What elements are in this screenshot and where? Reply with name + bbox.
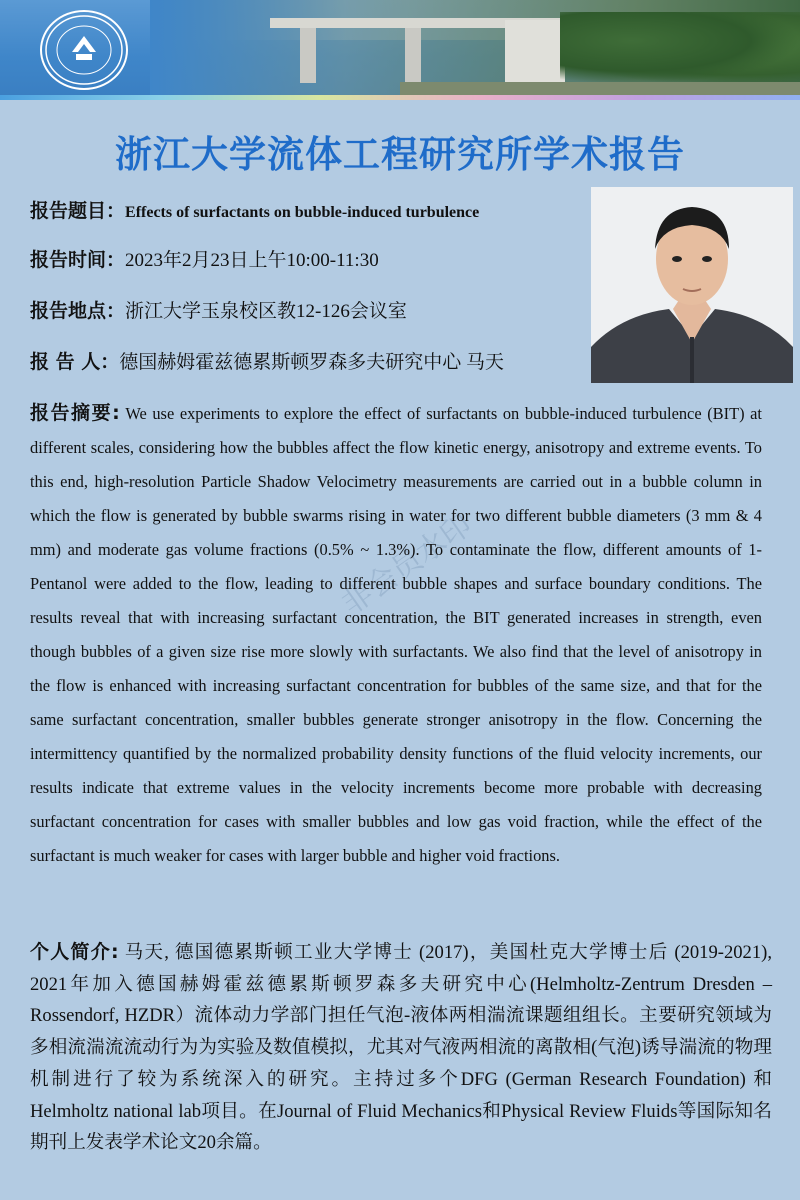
gate-pillar: [405, 28, 421, 83]
gate-pillar: [300, 28, 316, 83]
time-row: [30, 245, 379, 272]
header-banner: [0, 0, 800, 96]
time-label: 报告时间：: [30, 249, 126, 271]
topic-value: Effects of surfactants on bubble-induced turbulence: [125, 204, 480, 221]
bio: [30, 937, 772, 1159]
place-value: 浙江大学玉泉校区教12-126会议室: [125, 301, 407, 322]
header-rainbow-strip: [0, 95, 800, 100]
place-row: [30, 296, 407, 323]
trees: [560, 12, 800, 84]
speaker-label: 报 告 人：: [30, 351, 120, 373]
speaker-value: 德国赫姆霍兹德累斯顿罗森多夫研究中心 马天: [119, 352, 504, 373]
road: [400, 82, 800, 96]
abstract: [30, 396, 762, 873]
topic-row: [30, 196, 479, 223]
abstract-text: We use experiments to explore the effect of surfactants on bubble-induced turbulence (BIT) at different scales, considering how the bubbles affect the flow kinetic energy, anisotropy and extreme events. To this end, high-resolution Particle Shadow Velocimetry measurements are carried out in a bubble column in which the flow is generated by bubble swarms rising in water for two different bubble diameters (3 mm & 4 mm) and moderate gas volume fractions (0.5% ~ 1.3%). To contaminate the flow, different amounts of 1-Pentanol were added to the flow, leading to different bubble shapes and surface boundary conditions. The results reveal that with increasing surfactant concentration, the BIT generated increases in strength, even though bubbles of a given size rise more slowly with surfactants. We also find that the level of anisotropy in the flow is enhanced with increasing surfactant concentration for bubbles of the same size, and that for the same surfactant concentration, smaller bubbles generate stronger anisotropy in the flow. Concerning the intermittency quantified by the normalized probability density functions of the fluid velocity increments, our results indicate that extreme values in the velocity increments become more probable with decreasing surfactant concentration for cases with smaller bubbles and low gas void fraction, while the effect of the surfactant is much weaker for cases with larger bubble and higher void fractions.: [30, 404, 762, 865]
abstract-label: 报告摘要:: [30, 402, 120, 424]
speaker-photo: [591, 187, 793, 383]
speaker-row: [30, 347, 504, 374]
watermark: 非会员水印: [335, 507, 479, 623]
topic-label: 报告题目：: [30, 200, 126, 222]
zju-logo: [40, 10, 128, 90]
bio-text: 马天, 德国德累斯顿工业大学博士 (2017)，美国杜克大学博士后 (2019-2021), 2021年加入德国赫姆霍兹德累斯顿罗森多夫研究中心(Helmholtz-Zentrum Dresden – Rossendorf, HZDR）流体动力学部门担任气泡-液体两相湍流课题组组长。主要研究领域为多相流湍流流动行为为实验及数值模拟，尤其对气液两相流的离散相(气泡)诱导湍流的物理机制进行了较为系统深入的研究。主持过多个DFG (German Research Foundation) 和Helmholtz national lab项目。在Journal of Fluid Mechanics和Physical Review Fluids等国际知名期刊上发表学术论文20余篇。: [30, 942, 772, 1154]
bio-label: 个人简介:: [30, 941, 119, 963]
time-value: 2023年2月23日上午10:00-11:30: [125, 250, 379, 271]
gate-tower: [505, 20, 565, 84]
place-label: 报告地点：: [30, 300, 126, 322]
page-title: 浙江大学流体工程研究所学术报告: [115, 133, 685, 176]
